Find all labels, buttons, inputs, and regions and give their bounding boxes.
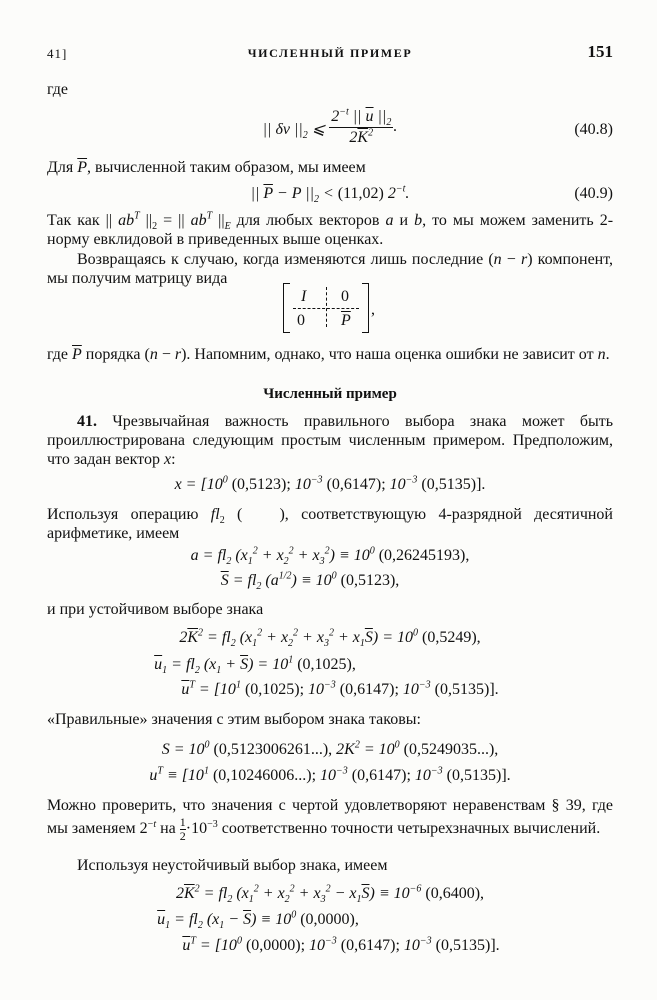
matrix-zero-tr: 0 bbox=[341, 288, 349, 305]
paragraph-41: 41. Чрезвычайная важность правильного выбора знака может быть проиллюстрирована следующим простым численным примером. Предположим, что задан вектор x: bbox=[47, 413, 613, 468]
equation-number: (40.8) bbox=[574, 121, 613, 138]
equation-40-8: || δv $||_2$ ⩽ $\frac{2^{-t} || \overline{u} ||_2}{2\overline{K}^2}$ . (40.8) bbox=[262, 106, 613, 146]
equation-40-9: || $\overline{P} - P$ $||_2 < (11,02)$ $2^{-t}$. (40.9) bbox=[250, 183, 613, 206]
right-bracket bbox=[362, 283, 369, 333]
left-bracket bbox=[283, 283, 290, 333]
equation-u1-unstable: $\overline{u}_1 = fl_2$ $(x_1 - \overline{S}) \equiv 10^0$ (0,0000), bbox=[157, 909, 359, 932]
equation-uT-true: $u^T \equiv [10^1$ (0,10246006...); $10^{-3}$ (0,6147); $10^{-3}$ (0,5135)]. bbox=[149, 765, 511, 784]
equation-uT-stable: $\overline{u}^T = [10^1$ (0,1025); $10^{-3}$ (0,6147); $10^{-3}$ (0,5135)]. bbox=[181, 679, 499, 698]
equation-K2-stable: $2\overline{K}^2 = fl_2$ $(x_1^2 + x_2^2 + x_3^2 + x_1\overline{S}) = 10^0$ (0,5249), bbox=[179, 627, 481, 650]
paragraph-ispolz: Используя операцию $fl_2$ ( ), соответствующую 4-разрядной десятичной арифметике, имеем bbox=[47, 506, 613, 542]
equation-x-vector: $x = [10^0$ (0,5123); $10^{-3}$ (0,6147); $10^{-3}$ (0,5135)]. bbox=[174, 474, 486, 493]
equation-number: (40.9) bbox=[574, 185, 613, 202]
matrix-P: $\overline{P}$ bbox=[341, 312, 351, 329]
paragraph-tak-kak: Так как || $ab^T$ $||_2$ = || $ab^T$ $||_E$ для любых векторов a и b, то мы можем заменить 2-норму евклидовой в приведенных выше оценках. bbox=[47, 210, 614, 248]
running-title: ЧИСЛЕННЫЙ ПРИМЕР bbox=[247, 46, 413, 60]
book-page: 41] ЧИСЛЕННЫЙ ПРИМЕР 151 где || δv $||_2$ ⩽ $\frac{2^{-t} || \overline{u} ||_2}{2\overline{K}^2}$ . (40.8) Для $\overline{P}$, вычисленной таким образом, мы имеем || $\overline{P} - P$ $||_2 < (11,02)$ $2^{-t}$. (40.9) Так как || $ab^T$ $||_2$ = || $ab^T$ $||_E$ для любых векторов a и b, то мы можем заменить 2-норму евклидовой в приведенных выше оценках. Возвращаясь к случаю, когда изменяются лишь последние (n − r) компонент, мы получим матрицу вида I 0 0 $\overline{P}$ , где $\overline{P}$ порядка (n − r). Напомним, однако, что наша оценка ошибки не зависит от n. Численный пример 41. Чрезвычайная важность правильного выбора знака может быть проиллюстрирована следующим простым численным примером. Предположим, что задан вектор x: $x = [10^0$ (0,5123); $10^{-3}$ (0,6147); $10^{-3}$ (0,5135)]. Используя операцию $fl_2$ ( ), соответствующую 4-разрядной десятичной арифметике, имеем $a = fl_2$ $(x_1^2 + x_2^2 + x_3^2) \equiv 10^0$ (0,26245193), $\overline{S} = fl_2$ $(a^{1/2}) \equiv 10^0$ (0,5123), и при устойчивом выборе знака $2\overline{K}^2 = fl_2$ $(x_1^2 + x_2^2 + x_3^2 + x_1\overline{S}) = 10^0$ (0,5249), $\overline{u}_1 = fl_2$ $(x_1 + \overline{S}) = 10^1$ (0,1025), $\overline{u}^T = [10^1$ (0,1025); $10^{-3}$ (0,6147); $10^{-3}$ (0,5135)]. «Правильные» значения с этим выбором знака таковы: $S = 10^0$ (0,5123006261...), $2K^2 = 10^0$ (0,5249035...), $u^T \equiv [10^1$ (0,10246006...); $10^{-3}$ (0,6147); $10^{-3}$ (0,5135)]. Можно проверить, что значения с чертой удовлетворяют неравенствам § 39, где мы заменяем $2^{-t}$ на $\frac{1}{2}\cdot 10^{-3}$ соответственно точности четырехзначных вычислений. Используя неустойчивый выбор знака, имеем $2\overline{K}^2 = fl_2$ $(x_1^2 + x_2^2 + x_3^2 - x_1\overline{S}) \equiv 10^{-6}$ (0,6400), $\overline{u}_1 = fl_2$ $(x_1 - \overline{S}) \equiv 10^0$ (0,0000), $\overline{u}^T = [10^0$ (0,0000); $10^{-3}$ (0,6147); $10^{-3}$ (0,5135)]. bbox=[0, 0, 657, 1000]
paragraph-neustoich: Используя неустойчивый выбор знака, имеем bbox=[77, 857, 388, 874]
paragraph-gde-P: где $\overline{P}$ порядка (n − r). Напомним, однако, что наша оценка ошибки не зависит от n. bbox=[47, 346, 610, 363]
running-header bbox=[47, 44, 613, 64]
paragraph-mozhno: Можно проверить, что значения с чертой удовлетворяют неравенствам § 39, где мы заменяем $2^{-t}$ на $\frac{1}{2}\cdot 10^{-3}$ соответственно точности четырехзначных вычислений. bbox=[47, 797, 613, 843]
matrix-zero-bl: 0 bbox=[297, 312, 305, 329]
equation-u1-stable: $\overline{u}_1 = fl_2$ $(x_1 + \overline{S}) = 10^1$ (0,1025), bbox=[154, 654, 356, 677]
page-number: 151 bbox=[587, 42, 613, 61]
paragraph-vozvr: Возвращаясь к случаю, когда изменяются лишь последние (n − r) компонент, мы получим матрицу вида bbox=[47, 251, 614, 287]
equation-S-true: $S = 10^0$ (0,5123006261...), $2K^2 = 10^0$ (0,5249035...), bbox=[161, 739, 499, 758]
chapter-number: 41] bbox=[47, 46, 68, 61]
equation-K2-unstable: $2\overline{K}^2 = fl_2$ $(x_1^2 + x_2^2 + x_3^2 - x_1\overline{S}) \equiv 10^{-6}$ (0,6400), bbox=[175, 883, 485, 906]
equation-uT-unstable: $\overline{u}^T = [10^0$ (0,0000); $10^{-3}$ (0,6147); $10^{-3}$ (0,5135)]. bbox=[182, 935, 500, 954]
matrix-I: I bbox=[301, 288, 307, 305]
paragraph-dlya: Для $\overline{P}$, вычисленной таким образом, мы имеем bbox=[47, 159, 366, 176]
paragraph-ustoich: и при устойчивом выборе знака bbox=[47, 601, 264, 618]
block-matrix bbox=[283, 283, 369, 333]
paragraph-number: 41. bbox=[77, 413, 97, 430]
paragraph-pravil: «Правильные» значения с этим выбором знака таковы: bbox=[47, 711, 421, 728]
section-title: Численный пример bbox=[263, 386, 397, 402]
equation-a: $a = fl_2$ $(x_1^2 + x_2^2 + x_3^2) \equiv 10^0$ (0,26245193), bbox=[190, 545, 470, 568]
equation-S: $\overline{S} = fl_2$ $(a^{1/2}) \equiv 10^0$ (0,5123), bbox=[220, 570, 400, 593]
word-gde-1: где bbox=[47, 81, 69, 98]
